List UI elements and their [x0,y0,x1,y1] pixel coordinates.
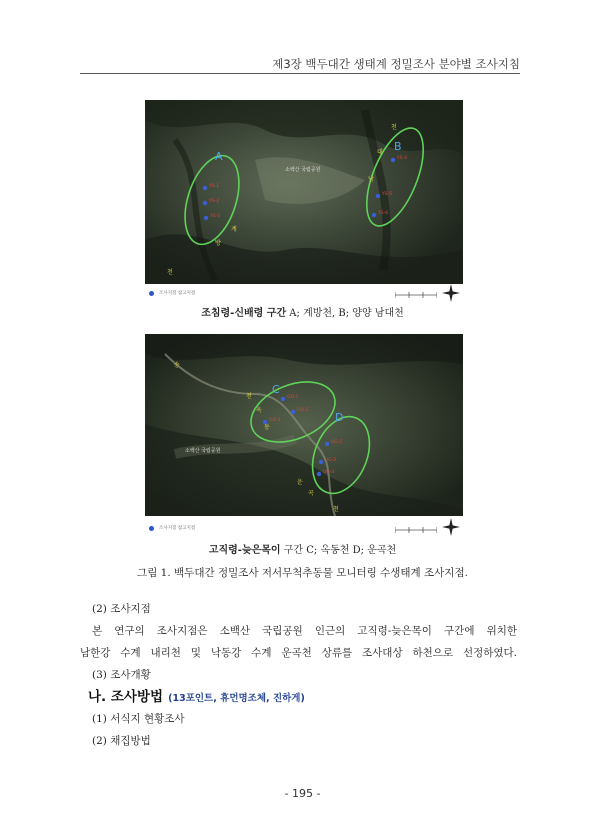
item-survey-sites: (2) 조사지점 [92,603,151,615]
section-title: 나. 조사방법 [88,689,164,705]
point-label: OD-2 [297,408,309,413]
point-label: YS-1 [209,184,220,189]
map-2-area-label: 소백산 국립공원 [185,448,221,454]
stream-char: 천 [167,269,173,276]
stream-char: 천 [246,393,252,400]
map-1-area-label: 소백산 국립공원 [285,167,321,173]
map-1-legend-strip [145,284,463,302]
stream-char: 곡 [308,490,314,497]
subitem-habitat: (1) 서식지 현황조사 [92,713,185,725]
map-1-caption-bold: 조침령-신배령 구간 [201,308,287,319]
scale-bar [395,292,437,298]
map-2-legend-strip [145,516,463,538]
ellipse-c-letter: C [272,383,280,396]
satellite-map-1 [145,100,463,284]
item-survey-overview: (3) 조사개황 [92,669,151,681]
point-label: YS-4 [397,156,408,161]
satellite-map-2 [145,334,463,516]
map-2-caption-bold: 고직령-늦은목이 [208,545,281,556]
figure-caption: 그림 1. 백두대간 정밀조사 저서무척추동물 모니터링 수생태계 조사지점. [137,567,468,579]
point-label: UG-2 [325,458,337,463]
map-2-caption-rest: 구간 C; 옥동천 D; 운곡천 [280,545,397,556]
scale-bar [395,527,437,533]
ellipse-d-letter: D [335,411,344,424]
map-2-legend: 조사지점 참고지점 [159,526,196,531]
legend-marker [149,526,154,531]
map-1-caption [0,304,605,319]
point-label: YS-2 [209,199,220,204]
map-2-caption [0,541,605,556]
point-label: YS-6 [378,211,389,216]
map-1-legend: 조사지점 참고지점 [159,291,196,296]
ellipse-b-letter: B [394,140,402,153]
ellipse-a-letter: A [215,150,223,163]
stream-char: 계 [231,226,237,233]
running-header: 제3장 백두대간 생태계 정밀조사 분야별 조사지침 [272,57,520,71]
map-2-terrain [145,334,463,516]
stream-char: 천 [333,506,339,513]
point-label: YS-3 [210,214,221,219]
stream-char: 동 [264,424,270,431]
stream-char: 천 [391,124,397,131]
point-label: UG-1 [331,440,343,445]
page-number: - 195 - [284,787,321,800]
map-1-caption-rest: A; 계방천, B; 양양 남대천 [286,308,404,319]
map-1-terrain [145,100,463,284]
paragraph-line-2: 남한강 수계 내리천 및 낙동강 수계 운곡천 상류를 조사대상 하천으로 선정하였다. [80,647,517,659]
stream-char: 대 [377,149,383,156]
north-arrow-icon [442,284,460,302]
stream-char: 운 [297,479,303,486]
paragraph-line-1: 본 연구의 조사지점은 소백산 국립공원 인근의 고직령-늦은목이 구간에 위치한 [92,625,517,637]
stream-char: 송 [174,362,180,369]
stream-char: 남 [368,176,374,183]
subitem-collection: (2) 채집방법 [92,735,151,747]
stream-char: 옥 [256,407,262,414]
point-label: UG-3 [323,470,335,475]
header-rule [80,73,520,74]
legend-marker [149,291,154,296]
north-arrow-icon [442,518,460,536]
section-note: (13포인트, 휴먼명조체, 진하게) [168,693,305,704]
point-label: OD-3 [269,418,281,423]
stream-char: 방 [215,240,221,247]
section-heading [88,685,305,705]
point-label: OD-1 [287,395,299,400]
point-label: YS-5 [382,192,393,197]
